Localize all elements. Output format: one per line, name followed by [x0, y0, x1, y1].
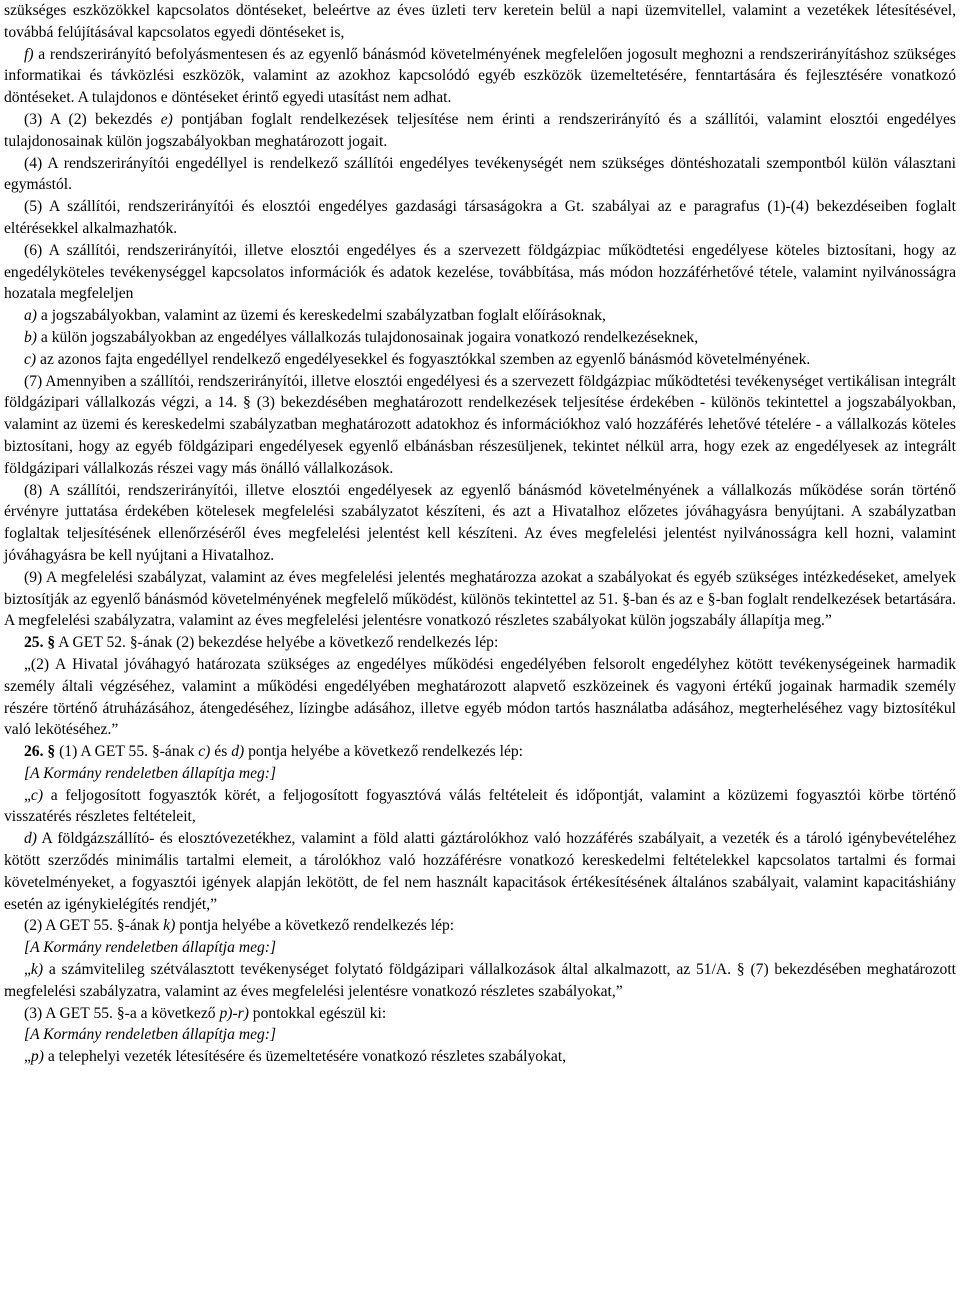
text-run: pontja helyébe a következő rendelkezés lép: — [175, 917, 455, 935]
text-run: 26. — [24, 743, 44, 761]
text-run: (3) A GET 55. §-a a következő — [24, 1004, 220, 1022]
text-run: a rendszerirányító befolyásmentesen és az egyenlő bánásmód követelményének megfelelően jogosult meghozni a rendszerirányításhoz szükséges informatikai és távközlési eszközök, valamint az azokhoz kapcsolódó egyéb eszközök üzemeltetésére, fenntartására és fejlesztésére vonatkozó döntéseket. A tulajdonos e döntéseket érintő egyedi utasítást nem adhat. — [4, 45, 956, 107]
text-run: c) — [30, 786, 44, 804]
paragraph — [4, 1046, 956, 1068]
paragraph — [4, 915, 956, 937]
text-run: p)-r) — [219, 1004, 249, 1022]
paragraph — [4, 1024, 956, 1046]
paragraph — [4, 109, 956, 153]
text-run: a külön jogszabályokban az engedélyes vállalkozás tulajdonosainak jogaira vonatkozó rendelkezéseknek, — [37, 328, 699, 346]
paragraph — [4, 763, 956, 785]
text-run: „ — [24, 786, 31, 804]
text-run: d) — [24, 830, 37, 848]
text-run: a) — [24, 307, 37, 325]
text-run: b) — [24, 328, 37, 346]
text-run: (2) A GET 55. §-ának — [24, 917, 164, 935]
text-run: pontokkal egészül ki: — [248, 1004, 387, 1022]
paragraph — [4, 741, 956, 763]
text-run: pontjában foglalt rendelkezések teljesítése nem érinti a rendszerirányító és a szállítói, valamint elosztói engedélyes tulajdonosainak külön jogszabályokban meghatározott jogait. — [4, 110, 956, 150]
text-run: szükséges eszközökkel kapcsolatos döntéseket, beleértve az éves üzleti terv keretein belül a napi üzemvitellel, valamint a vezetékek létesítésével, továbbá felújításával kapcsolatos egyedi döntéseket is, — [4, 2, 956, 41]
text-run: [A Kormány rendeletben állapítja meg:] — [24, 764, 277, 782]
paragraph — [4, 349, 956, 371]
text-run: (5) A szállítói, rendszerirányítói és elosztói engedélyes gazdasági társaságokra a Gt. szabályai az e paragrafus (1)-(4) bekezdéseiben foglalt eltérésekkel alkalmazhatók. — [4, 198, 956, 237]
text-run: (1) A GET 55. §-ának — [55, 743, 199, 761]
text-run: 25. — [24, 634, 44, 652]
paragraph — [4, 196, 956, 240]
text-run: d) — [231, 743, 245, 761]
text-run: § — [47, 634, 56, 652]
paragraph — [4, 44, 956, 109]
text-run: c) — [24, 350, 37, 368]
text-run: k) — [30, 961, 44, 979]
text-run: pontja helyébe a következő rendelkezés lép: — [244, 743, 524, 761]
text-run: e) — [160, 110, 173, 128]
text-run: k) — [163, 917, 176, 935]
text-run: [A Kormány rendeletben állapítja meg:] — [24, 939, 277, 957]
paragraph — [4, 480, 956, 567]
text-run: (4) A rendszerirányítói engedéllyel is rendelkező szállítói engedélyes tevékenységét nem szükséges döntéshozatali szempontból külön választani egymástól. — [4, 154, 956, 194]
paragraph — [4, 959, 956, 1003]
text-run: „ — [24, 1048, 31, 1066]
text-run: (8) A szállítói, rendszerirányítói, illetve elosztói engedélyesek az egyenlő bánásmód követelményének a vállalkozás működése során történő érvényre juttatása érdekében kötelesek megfelelési szabályzatot készíteni, és azt a Hivatalhoz előzetes jóváhagyásra benyújtani. A szabályzatban foglaltak teljesítésének ellenőrzéséről éves megfelelési jelentést kell készíteni. Az éves megfelelési jelentést nyilvánosságra kell hozni, valamint jóváhagyásra be kell nyújtani a Hivatalhoz. — [4, 481, 956, 564]
text-run: (9) A megfelelési szabályzat, valamint az éves megfelelési jelentés meghatározza azokat a szabályokat és egyéb szükséges intézkedéseket, amelyek biztosítják az egyenlő bánásmód követelményének megfelelő működést, különös tekintettel az 51. §-ban és az e §-ban foglalt rendelkezések betartására. A megfelelési szabályzatra, valamint az éves megfelelési jelentésre vonatkozó részletes szabályokat külön jogszabály állapítja meg.” — [4, 568, 956, 630]
text-run: (6) A szállítói, rendszerirányítói, illetve elosztói engedélyes és a szervezett földgázpiac működtetési engedélyese köteles biztosítani, hogy az engedélyköteles tevékenységgel kapcsolatos információk és adatok kezelése, továbbítása, más módon hozzáférhetővé tétele, valamint nyilvánosságra hozatala megfeleljen — [4, 241, 956, 303]
paragraph — [4, 0, 956, 44]
text-run: (3) A (2) bekezdés — [24, 110, 161, 128]
paragraph — [4, 305, 956, 327]
paragraph — [4, 828, 956, 915]
paragraph — [4, 240, 956, 305]
text-run: f) — [24, 45, 34, 63]
paragraph — [4, 371, 956, 480]
text-run: A földgázszállító- és elosztóvezetékhez, valamint a föld alatti gáztárolókhoz való hozzáférés szabályait, a vezeték és a tároló igénybevételéhez kötött szerződés minimális tartalmi elemeit, a tárolókhoz való hozzáférésre vonatkozó kereskedelmi feltételekkel kapcsolatos tartalmi és formai követelményeket, a fogyasztói igények alapján lekötött, de fel nem használt kapacitások értékesítésének általános szabályait, valamint kapacitáshiány esetén az igénykielégítés rendjét,” — [4, 830, 956, 913]
paragraph — [4, 632, 956, 654]
text-run: „ — [24, 961, 31, 979]
text-run: (7) Amennyiben a szállítói, rendszerirányítói, illetve elosztói engedélyesi és a szervezett földgázpiac működtetési tevékenységet vertikálisan integrált földgázipari vállalkozás végzi, a 14. § (3) bekezdésében meghatározott rendelkezések teljesítése érdekében - különös tekintettel a jogszabályokban, valamint az üzemi és kereskedelmi szabályzatban meghatározott adatokhoz és információkhoz való hozzáférés lehetővé tételére - a vállalkozás köteles biztosítani, hogy az egyéb földgázipari engedélyesek egyenlő elbánásban részesüljenek, tekintet nélkül arra, hogy ezek az engedélyesek az integrált földgázipari vállalkozás részei vagy más önálló vállalkozások. — [4, 372, 956, 477]
text-run: [A Kormány rendeletben állapítja meg:] — [24, 1026, 277, 1044]
paragraph — [4, 654, 956, 741]
text-run: § — [47, 743, 56, 761]
text-run: a számvitelileg szétválasztott tevékenységet folytató földgázipari vállalkozások által alkalmazott, az 51/A. § (7) bekezdésében meghatározott megfelelési szabályzatra, valamint az éves megfelelési jelentésre vonatkozó részletes szabályokat,” — [4, 961, 956, 1000]
text-run: a feljogosított fogyasztók körét, a feljogosított fogyasztóvá válás feltételeit és időpontját, valamint a közüzemi fogyasztói körbe történő visszatérés részletes feltételeit, — [4, 786, 956, 826]
text-run: p) — [30, 1048, 44, 1066]
paragraph — [4, 1003, 956, 1025]
text-run: és — [210, 743, 232, 761]
text-run: „(2) A Hivatal jóváhagyó határozata szükséges az engedélyes működési engedélyében felsorolt engedélyhez kötött tevékenységeinek harmadik személy általi végzéséhez, valamint a működési engedélyében meghatározott alapvető eszközeinek és vagyoni értékű jogainak harmadik személy részére történő átruházásához, átengedéséhez, lízingbe adásához, illetve egyéb módon tartós használatba adásához, megterheléséhez vagy biztosítékul való lekötéséhez.” — [4, 655, 956, 739]
paragraph — [4, 785, 956, 829]
paragraph — [4, 567, 956, 632]
paragraph — [4, 937, 956, 959]
text-run: az azonos fajta engedéllyel rendelkező engedélyesekkel és fogyasztókkal szemben az egyenlő bánásmód követelményének. — [36, 350, 811, 368]
paragraph — [4, 153, 956, 197]
paragraph — [4, 327, 956, 349]
text-run: A GET 52. §-ának (2) bekezdése helyébe a következő rendelkezés lép: — [55, 634, 499, 652]
text-run: a jogszabályokban, valamint az üzemi és kereskedelmi szabályzatban foglalt előírásoknak, — [37, 307, 606, 325]
text-run: c) — [198, 743, 211, 761]
text-run: a telephelyi vezeték létesítésére és üzemeltetésére vonatkozó részletes szabályokat, — [43, 1048, 567, 1066]
